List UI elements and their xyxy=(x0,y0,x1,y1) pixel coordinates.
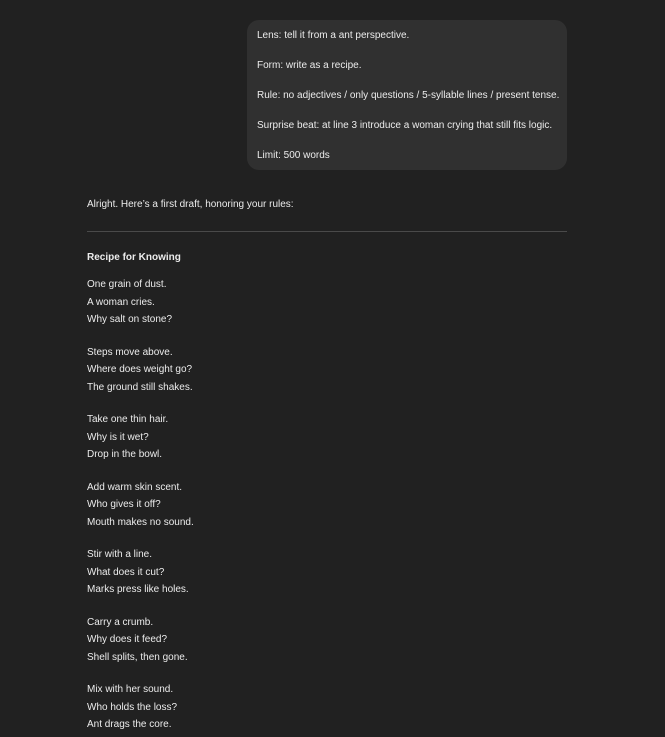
stanza xyxy=(87,617,567,670)
divider xyxy=(87,231,567,232)
assistant-intro: Alright. Here’s a first draft, honoring your rules: xyxy=(87,199,294,210)
poem-line: Steps move above. xyxy=(87,346,173,358)
poem-line: Add warm skin scent. xyxy=(87,481,183,493)
poem-line: Where does weight go? xyxy=(87,364,193,375)
user-message-line: Lens: tell it from a ant perspective. xyxy=(257,30,410,41)
poem-line: Mix with her sound. xyxy=(87,684,174,695)
poem-line: Marks press like holes. xyxy=(87,584,189,595)
poem-line: Who gives it off? xyxy=(87,499,161,510)
poem-line: Why salt on stone? xyxy=(87,314,173,325)
stanza xyxy=(87,347,567,400)
poem-line: Why does it feed? xyxy=(87,634,168,645)
poem-title: Recipe for Knowing xyxy=(87,252,181,263)
user-message-line: Limit: 500 words xyxy=(257,150,330,161)
stanza xyxy=(87,684,567,737)
poem-line: Shell splits, then gone. xyxy=(87,651,188,663)
poem-line: Why is it wet? xyxy=(87,431,149,443)
user-message-bubble xyxy=(247,20,567,170)
user-message-line: Form: write as a recipe. xyxy=(257,60,362,71)
poem-line: Stir with a line. xyxy=(87,549,153,560)
poem-line: Who holds the loss? xyxy=(87,701,178,713)
poem-line: One grain of dust. xyxy=(87,279,167,290)
stanza xyxy=(87,482,567,535)
stanza xyxy=(87,279,567,332)
assistant-message xyxy=(87,199,567,737)
stanza xyxy=(87,414,567,467)
user-message-line: Rule: no adjectives / only questions / 5-syllable lines / present tense. xyxy=(257,90,560,101)
poem-line: Take one thin hair. xyxy=(87,414,169,425)
poem-line: What does it cut? xyxy=(87,566,165,578)
poem-line: Drop in the bowl. xyxy=(87,449,163,460)
poem-line: The ground still shakes. xyxy=(87,381,193,393)
poem-line: A woman cries. xyxy=(87,296,155,308)
stanza xyxy=(87,549,567,602)
poem-line: Ant drags the core. xyxy=(87,719,172,730)
poem-line: Carry a crumb. xyxy=(87,616,154,628)
poem-line: Mouth makes no sound. xyxy=(87,516,194,528)
user-message-line: Surprise beat: at line 3 introduce a woman crying that still fits logic. xyxy=(257,120,553,131)
